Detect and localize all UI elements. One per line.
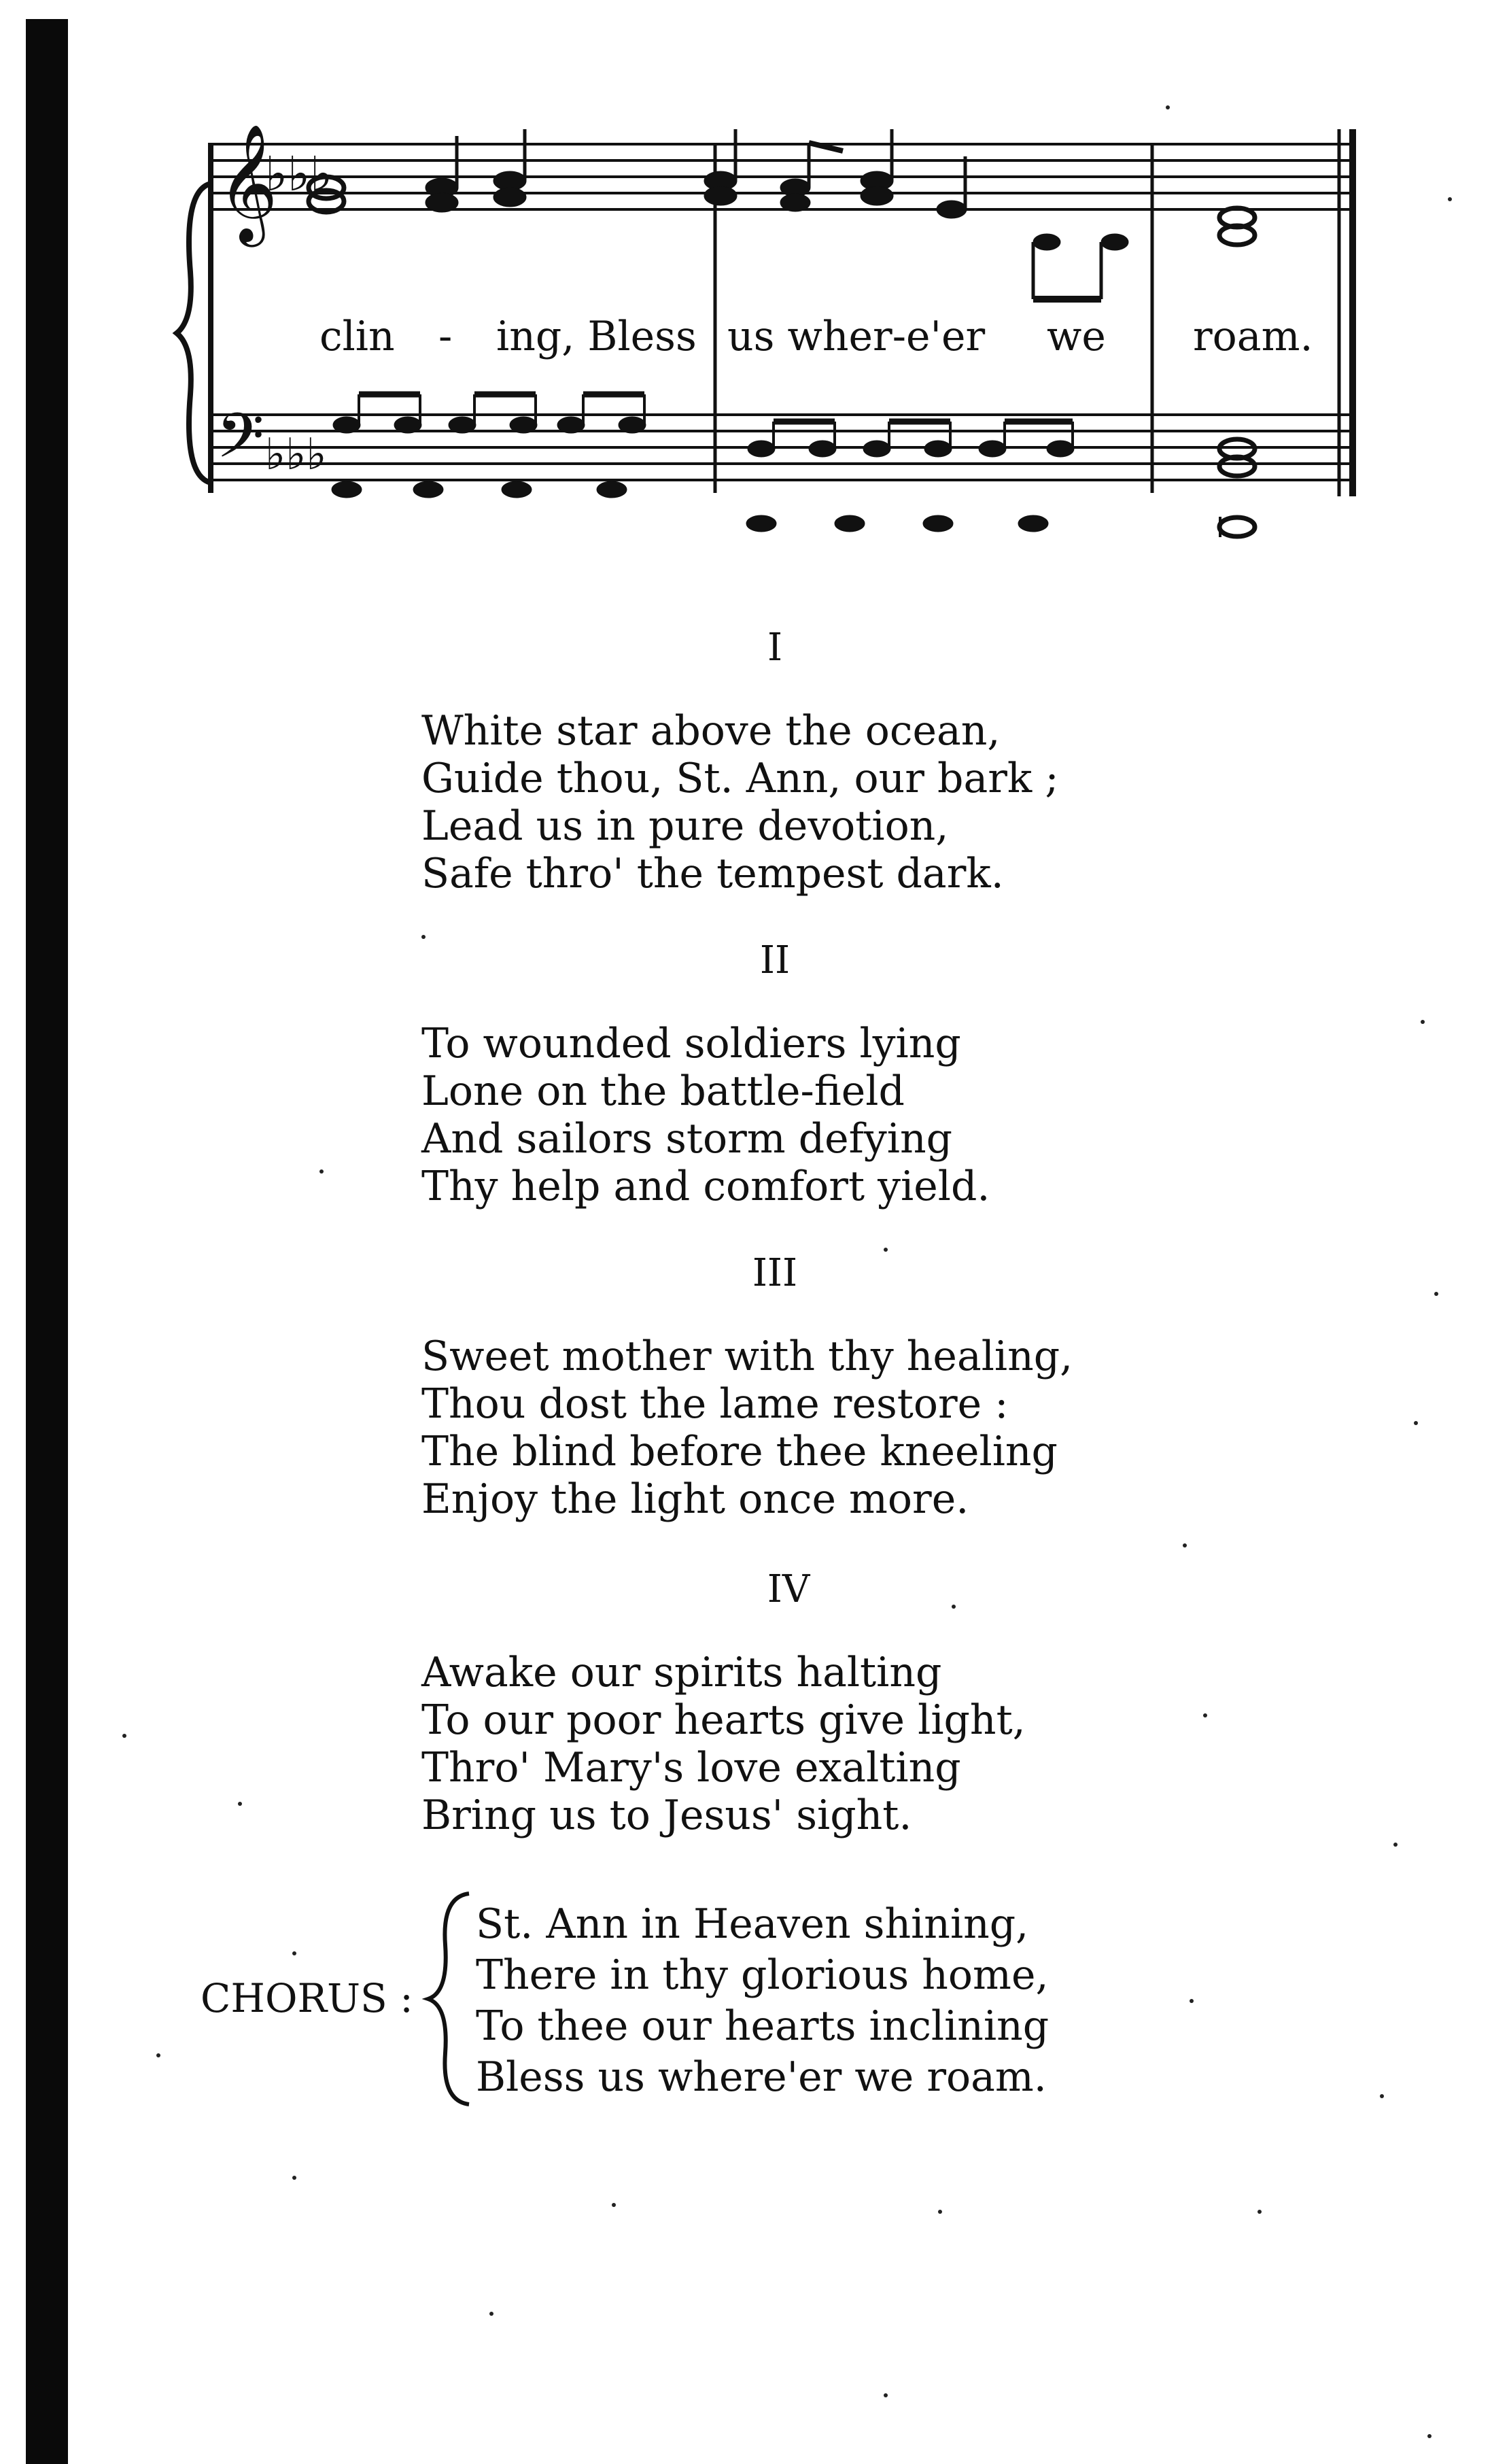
bass-key-signature: ♭♭♭: [265, 430, 327, 480]
treble-notes: [309, 129, 1255, 299]
verse-numeral: I: [767, 626, 783, 670]
chorus-line: Bless us where'er we roam.: [476, 2053, 1047, 2101]
treble-clef: 𝄞: [218, 124, 278, 242]
lyric-syllable: roam.: [1193, 313, 1313, 360]
lyric-syllable: ing, Bless: [496, 313, 697, 360]
verse-line: To wounded soldiers lying: [421, 1020, 961, 1067]
verse-line: Thro' Mary's love exalting: [421, 1744, 961, 1792]
verse-line: Enjoy the light once more.: [421, 1475, 969, 1523]
music-system: [163, 116, 1373, 551]
verse-line: Lone on the battle-field: [421, 1067, 905, 1115]
chorus-line: St. Ann in Heaven shining,: [476, 1900, 1029, 1948]
verse-3: [421, 1251, 1237, 1537]
verse-line: Lead us in pure devotion,: [421, 802, 949, 850]
system-brace: [177, 184, 211, 483]
verse-line: To our poor hearts give light,: [421, 1696, 1026, 1744]
verse-line: The blind before thee kneeling: [421, 1428, 1058, 1475]
verse-line: White star above the ocean,: [421, 707, 1001, 755]
verse-numeral: III: [752, 1251, 798, 1295]
lyric-syllable: -: [438, 313, 453, 360]
verse-line: Safe thro' the tempest dark.: [421, 850, 1004, 897]
binding-edge: [26, 19, 68, 2464]
verse-line: Bring us to Jesus' sight.: [421, 1792, 912, 1839]
chorus-label: CHORUS :: [201, 1975, 413, 2021]
chorus-line: To thee our hearts inclining: [476, 2002, 1050, 2050]
treble-key-signature: ♭♭♭: [265, 146, 333, 202]
verse-line: Sweet mother with thy healing,: [421, 1333, 1073, 1380]
verse-2: [421, 938, 1237, 1224]
verse-1: [421, 626, 1237, 911]
verse-line: Thou dost the lame restore :: [421, 1380, 1009, 1428]
verse-4: [421, 1567, 1237, 1853]
lyric-syllable: clin: [319, 313, 395, 360]
lyric-syllable: we: [1047, 313, 1106, 360]
verse-line: And sailors storm defying: [421, 1115, 952, 1163]
verse-line: Guide thou, St. Ann, our bark ;: [421, 755, 1059, 802]
chorus-line: There in thy glorious home,: [476, 1951, 1049, 1999]
verse-line: Thy help and comfort yield.: [421, 1163, 990, 1210]
bass-clef: 𝄢: [216, 400, 264, 487]
verse-numeral: II: [759, 938, 791, 982]
lyric-syllable: us wher-e'er: [727, 313, 986, 360]
verse-line: Awake our spirits halting: [421, 1649, 942, 1696]
verse-numeral: IV: [767, 1567, 810, 1611]
chorus-brace: [421, 1890, 476, 2108]
